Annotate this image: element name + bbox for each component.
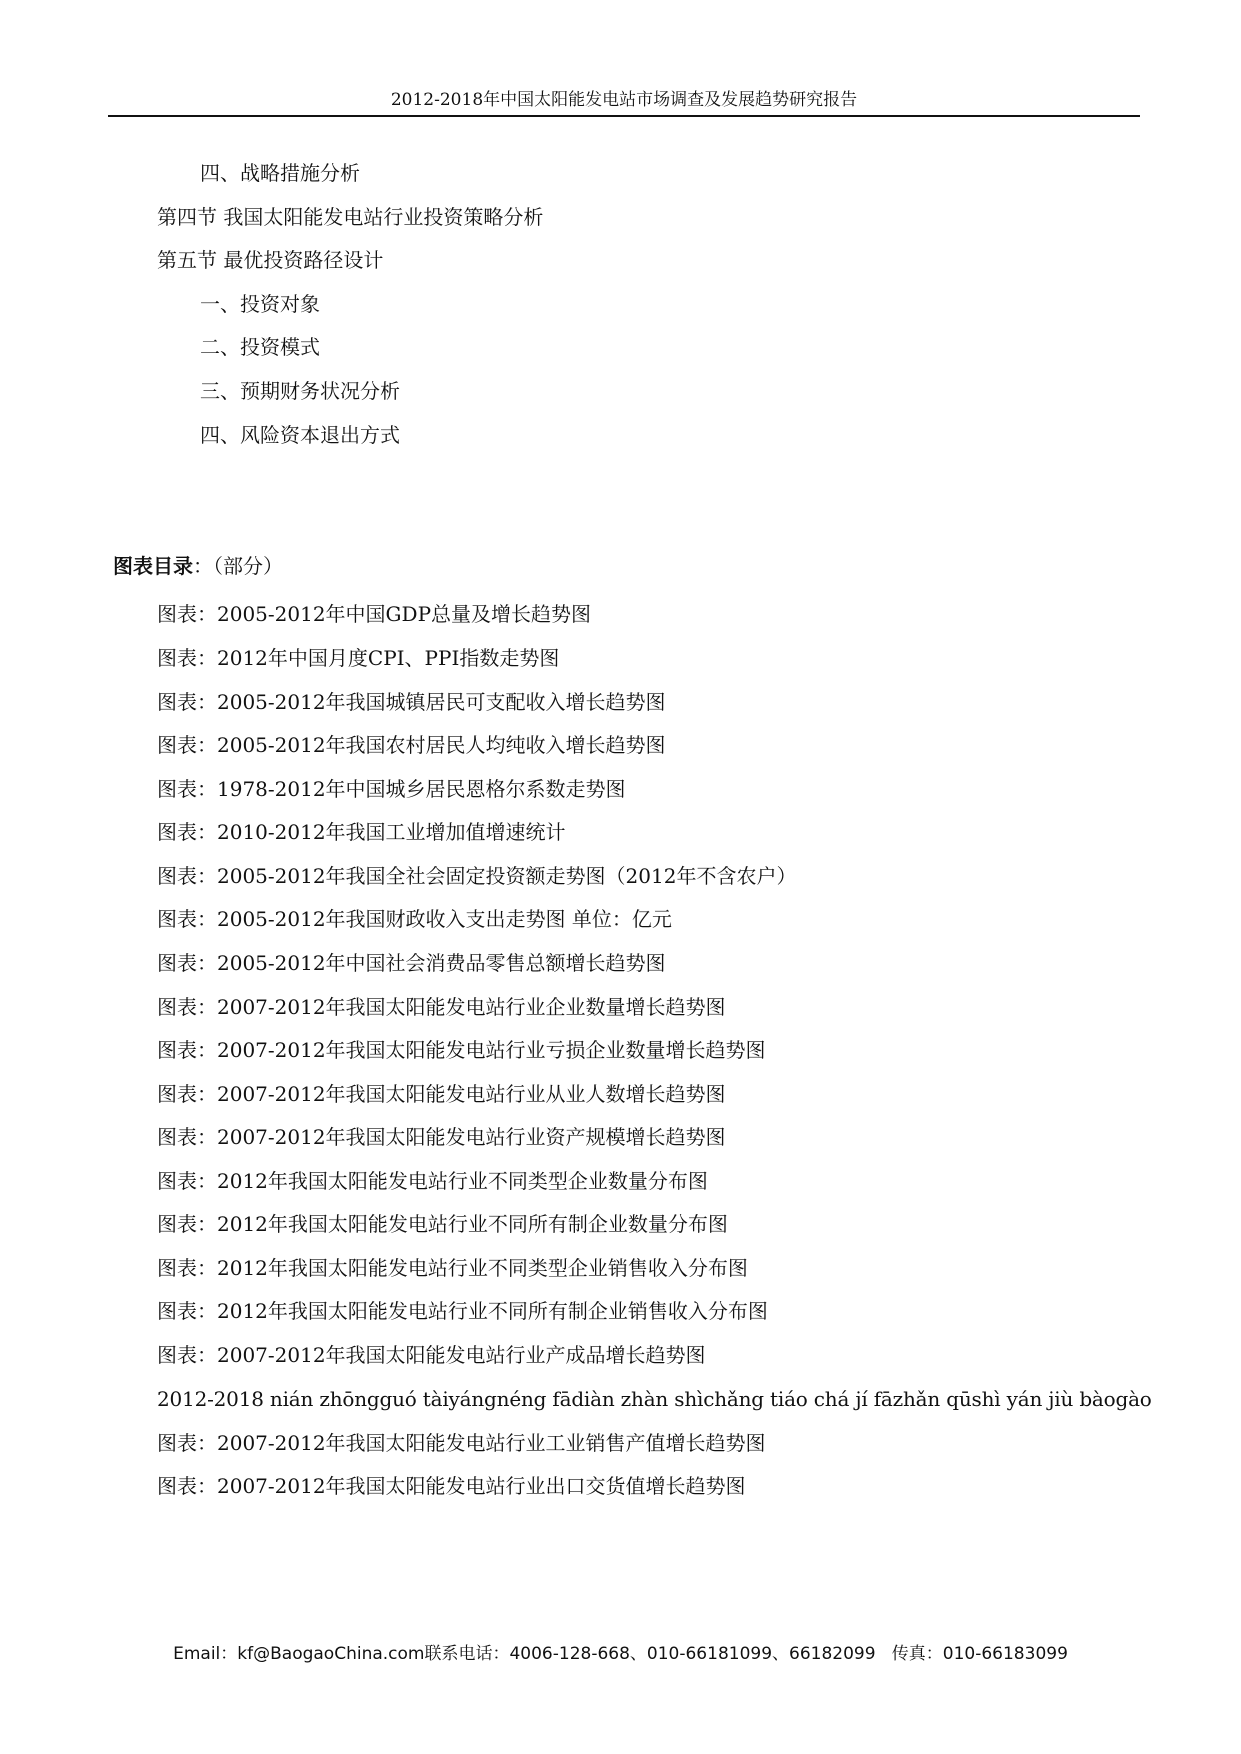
toc-item: 三、预期财务状况分析 — [200, 379, 400, 403]
footer-fax: 010-66183099 — [942, 1644, 1068, 1664]
figure-item: 图表：2005-2012年中国GDP总量及增长趋势图 — [157, 602, 592, 626]
figure-item: 图表：2007-2012年我国太阳能发电站行业出口交货值增长趋势图 — [157, 1474, 746, 1498]
figure-item: 图表：2005-2012年我国农村居民人均纯收入增长趋势图 — [157, 733, 666, 757]
toc-item: 二、投资模式 — [200, 335, 320, 359]
figure-item: 图表：2012年我国太阳能发电站行业不同所有制企业数量分布图 — [157, 1212, 728, 1236]
toc-item: 第四节 我国太阳能发电站行业投资策略分析 — [157, 205, 544, 229]
footer-fax-label: 传真： — [891, 1644, 943, 1664]
figures-heading-suffix: ：（部分） — [193, 554, 283, 578]
figure-item: 图表：2012年我国太阳能发电站行业不同所有制企业销售收入分布图 — [157, 1299, 768, 1323]
figure-item: 图表：2005-2012年我国财政收入支出走势图 单位：亿元 — [157, 907, 672, 931]
figure-item: 图表：2007-2012年我国太阳能发电站行业工业销售产值增长趋势图 — [157, 1431, 766, 1455]
footer-email-link[interactable]: kf@BaogaoChina.com — [237, 1644, 425, 1664]
toc-item: 第五节 最优投资路径设计 — [157, 248, 384, 272]
figure-item: 图表：2007-2012年我国太阳能发电站行业产成品增长趋势图 — [157, 1343, 706, 1367]
figures-heading — [113, 551, 283, 581]
figure-item: 图表：2007-2012年我国太阳能发电站行业从业人数增长趋势图 — [157, 1082, 726, 1106]
figure-item: 图表：2007-2012年我国太阳能发电站行业企业数量增长趋势图 — [157, 995, 726, 1019]
pinyin-title-line: 2012-2018 nián zhōngguó tàiyángnéng fādiàn zhàn shìchǎng tiáo chá jí fāzhǎn qūshì yán jiù bàogào — [157, 1387, 1152, 1411]
figure-item: 图表：2012年我国太阳能发电站行业不同类型企业数量分布图 — [157, 1169, 708, 1193]
figure-item: 图表：2005-2012年我国城镇居民可支配收入增长趋势图 — [157, 690, 666, 714]
figure-item: 图表：2012年中国月度CPI、PPI指数走势图 — [157, 646, 560, 670]
figure-item: 图表：2007-2012年我国太阳能发电站行业亏损企业数量增长趋势图 — [157, 1038, 766, 1062]
toc-item: 四、风险资本退出方式 — [200, 423, 400, 447]
figure-item: 图表：2007-2012年我国太阳能发电站行业资产规模增长趋势图 — [157, 1125, 726, 1149]
figure-item: 图表：2012年我国太阳能发电站行业不同类型企业销售收入分布图 — [157, 1256, 748, 1280]
figure-item: 图表：2005-2012年中国社会消费品零售总额增长趋势图 — [157, 951, 666, 975]
toc-item: 四、战略措施分析 — [200, 161, 360, 185]
figures-heading-title: 图表目录 — [113, 554, 193, 578]
page-footer — [0, 1641, 1241, 1667]
figure-item: 图表：2005-2012年我国全社会固定投资额走势图（2012年不含农户） — [157, 864, 797, 888]
footer-phone-label: 联系电话： — [424, 1644, 510, 1664]
figure-item: 图表：1978-2012年中国城乡居民恩格尔系数走势图 — [157, 777, 626, 801]
footer-email-label: Email： — [173, 1644, 238, 1664]
toc-item: 一、投资对象 — [200, 292, 320, 316]
figure-item: 图表：2010-2012年我国工业增加值增速统计 — [157, 820, 566, 844]
header-divider — [108, 115, 1140, 117]
page-header: 2012-2018年中国太阳能发电站市场调查及发展趋势研究报告 — [390, 90, 858, 110]
footer-phone: 4006-128-668、010-66181099、66182099 — [509, 1644, 876, 1664]
